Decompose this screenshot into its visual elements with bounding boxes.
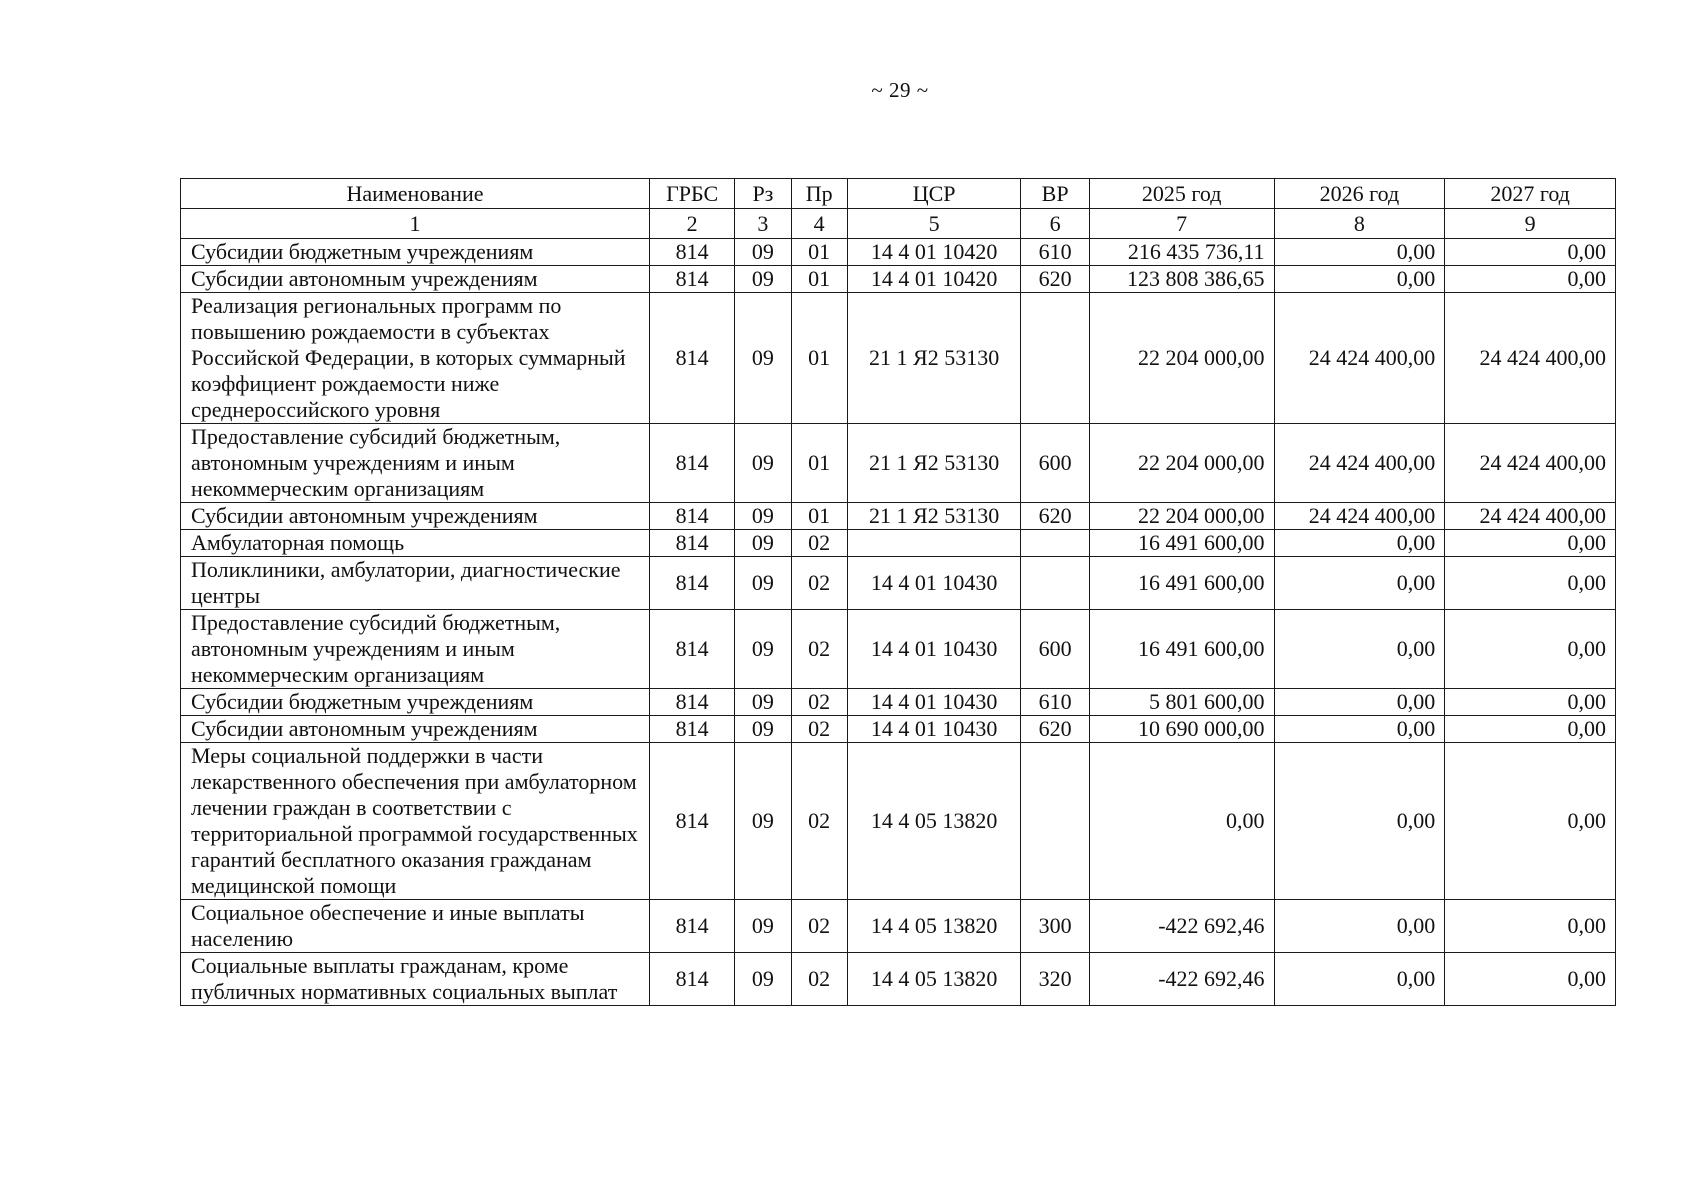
row-csr: 14 4 01 10430 [847,716,1021,743]
row-name: Субсидии бюджетным учреждениям [181,239,650,266]
row-amount-2026: 0,00 [1274,557,1445,610]
column-index: 5 [847,209,1021,239]
table-row [181,689,1616,716]
row-grbs: 814 [649,953,734,1006]
row-grbs: 814 [649,716,734,743]
row-vr: 320 [1021,953,1089,1006]
row-amount-2025: 16 491 600,00 [1089,557,1274,610]
column-index: 8 [1274,209,1445,239]
row-amount-2027: 0,00 [1445,953,1616,1006]
row-amount-2027: 0,00 [1445,689,1616,716]
row-vr: 600 [1021,610,1089,689]
row-name: Субсидии автономным учреждениям [181,503,650,530]
row-rz: 09 [735,503,791,530]
row-csr: 21 1 Я2 53130 [847,424,1021,503]
header-2027: 2027 год [1445,179,1616,209]
row-pr: 01 [791,266,847,293]
row-csr: 14 4 05 13820 [847,900,1021,953]
row-rz: 09 [735,610,791,689]
column-index: 6 [1021,209,1089,239]
row-amount-2027: 0,00 [1445,716,1616,743]
row-amount-2025: 5 801 600,00 [1089,689,1274,716]
row-vr: 620 [1021,503,1089,530]
row-csr: 21 1 Я2 53130 [847,503,1021,530]
row-amount-2026: 0,00 [1274,743,1445,900]
row-rz: 09 [735,743,791,900]
row-rz: 09 [735,239,791,266]
row-pr: 01 [791,239,847,266]
row-pr: 02 [791,743,847,900]
column-index: 2 [649,209,734,239]
row-vr: 300 [1021,900,1089,953]
budget-table [180,178,1616,1006]
row-amount-2025: 123 808 386,65 [1089,266,1274,293]
row-pr: 02 [791,689,847,716]
row-csr: 14 4 01 10420 [847,266,1021,293]
table-row [181,293,1616,424]
page-number: ~ 29 ~ [871,78,929,102]
row-vr [1021,557,1089,610]
row-amount-2026: 24 424 400,00 [1274,293,1445,424]
header-rz: Рз [735,179,791,209]
table-row [181,900,1616,953]
row-amount-2025: 216 435 736,11 [1089,239,1274,266]
row-amount-2027: 24 424 400,00 [1445,503,1616,530]
row-pr: 02 [791,610,847,689]
row-pr: 01 [791,293,847,424]
column-index: 7 [1089,209,1274,239]
row-amount-2026: 0,00 [1274,716,1445,743]
row-name: Реализация региональных программ по повышению рождаемости в субъектах Российской Федерации, в которых суммарный коэффициент рождаемости ниже среднероссийского уровня [181,293,650,424]
row-rz: 09 [735,716,791,743]
row-amount-2026: 0,00 [1274,953,1445,1006]
table-row [181,557,1616,610]
row-amount-2026: 0,00 [1274,610,1445,689]
row-amount-2027: 0,00 [1445,900,1616,953]
row-name: Меры социальной поддержки в части лекарственного обеспечения при амбулаторном лечении граждан в соответствии с территориальной программой государственных гарантий бесплатного оказания гражданам медицинской помощи [181,743,650,900]
row-csr: 14 4 01 10420 [847,239,1021,266]
column-index: 1 [181,209,650,239]
row-pr: 02 [791,900,847,953]
header-2025: 2025 год [1089,179,1274,209]
row-amount-2025: -422 692,46 [1089,953,1274,1006]
row-vr: 620 [1021,716,1089,743]
row-amount-2026: 0,00 [1274,239,1445,266]
row-pr: 02 [791,557,847,610]
row-csr [847,530,1021,557]
table-row [181,953,1616,1006]
row-amount-2027: 0,00 [1445,557,1616,610]
row-grbs: 814 [649,610,734,689]
row-amount-2026: 0,00 [1274,900,1445,953]
row-name: Социальные выплаты гражданам, кроме публичных нормативных социальных выплат [181,953,650,1006]
row-pr: 02 [791,530,847,557]
row-rz: 09 [735,900,791,953]
row-csr: 14 4 05 13820 [847,743,1021,900]
row-grbs: 814 [649,743,734,900]
row-amount-2025: 16 491 600,00 [1089,530,1274,557]
row-amount-2027: 0,00 [1445,610,1616,689]
row-amount-2027: 0,00 [1445,743,1616,900]
row-amount-2025: 22 204 000,00 [1089,293,1274,424]
row-csr: 14 4 01 10430 [847,557,1021,610]
row-amount-2025: 10 690 000,00 [1089,716,1274,743]
row-name: Субсидии автономным учреждениям [181,716,650,743]
row-csr: 14 4 05 13820 [847,953,1021,1006]
row-rz: 09 [735,424,791,503]
row-vr: 610 [1021,239,1089,266]
row-vr: 610 [1021,689,1089,716]
row-amount-2027: 0,00 [1445,239,1616,266]
row-rz: 09 [735,266,791,293]
row-name: Амбулаторная помощь [181,530,650,557]
row-vr: 620 [1021,266,1089,293]
row-grbs: 814 [649,293,734,424]
table-row [181,239,1616,266]
row-amount-2025: 22 204 000,00 [1089,503,1274,530]
row-rz: 09 [735,293,791,424]
row-amount-2027: 24 424 400,00 [1445,424,1616,503]
row-pr: 02 [791,716,847,743]
row-grbs: 814 [649,900,734,953]
row-name: Поликлиники, амбулатории, диагностические центры [181,557,650,610]
header-name: Наименование [181,179,650,209]
header-2026: 2026 год [1274,179,1445,209]
table-body [181,239,1616,1006]
column-index: 9 [1445,209,1616,239]
row-amount-2025: 16 491 600,00 [1089,610,1274,689]
row-grbs: 814 [649,689,734,716]
row-pr: 02 [791,953,847,1006]
row-amount-2027: 24 424 400,00 [1445,293,1616,424]
row-grbs: 814 [649,557,734,610]
row-amount-2026: 24 424 400,00 [1274,424,1445,503]
row-amount-2027: 0,00 [1445,530,1616,557]
column-index: 3 [735,209,791,239]
row-csr: 21 1 Я2 53130 [847,293,1021,424]
table-row [181,716,1616,743]
row-pr: 01 [791,424,847,503]
header-pr: Пр [791,179,847,209]
table-row [181,610,1616,689]
table-row [181,266,1616,293]
row-amount-2027: 0,00 [1445,266,1616,293]
row-vr [1021,743,1089,900]
row-grbs: 814 [649,266,734,293]
header-row [181,179,1616,209]
column-index-row [181,209,1616,239]
row-rz: 09 [735,689,791,716]
column-index: 4 [791,209,847,239]
table-row [181,503,1616,530]
row-rz: 09 [735,953,791,1006]
row-rz: 09 [735,557,791,610]
row-amount-2026: 0,00 [1274,689,1445,716]
row-csr: 14 4 01 10430 [847,689,1021,716]
row-name: Субсидии автономным учреждениям [181,266,650,293]
table-row [181,743,1616,900]
header-csr: ЦСР [847,179,1021,209]
row-csr: 14 4 01 10430 [847,610,1021,689]
header-grbs: ГРБС [649,179,734,209]
row-grbs: 814 [649,503,734,530]
table-row [181,530,1616,557]
row-amount-2025: 22 204 000,00 [1089,424,1274,503]
row-pr: 01 [791,503,847,530]
row-grbs: 814 [649,239,734,266]
row-vr [1021,530,1089,557]
row-rz: 09 [735,530,791,557]
table-row [181,424,1616,503]
row-name: Субсидии бюджетным учреждениям [181,689,650,716]
row-name: Предоставление субсидий бюджетным, автономным учреждениям и иным некоммерческим организациям [181,610,650,689]
row-amount-2025: 0,00 [1089,743,1274,900]
header-vr: ВР [1021,179,1089,209]
row-amount-2026: 24 424 400,00 [1274,503,1445,530]
row-amount-2025: -422 692,46 [1089,900,1274,953]
row-name: Предоставление субсидий бюджетным, автономным учреждениям и иным некоммерческим организациям [181,424,650,503]
row-vr [1021,293,1089,424]
row-amount-2026: 0,00 [1274,530,1445,557]
row-grbs: 814 [649,530,734,557]
row-name: Социальное обеспечение и иные выплаты населению [181,900,650,953]
row-grbs: 814 [649,424,734,503]
row-amount-2026: 0,00 [1274,266,1445,293]
row-vr: 600 [1021,424,1089,503]
